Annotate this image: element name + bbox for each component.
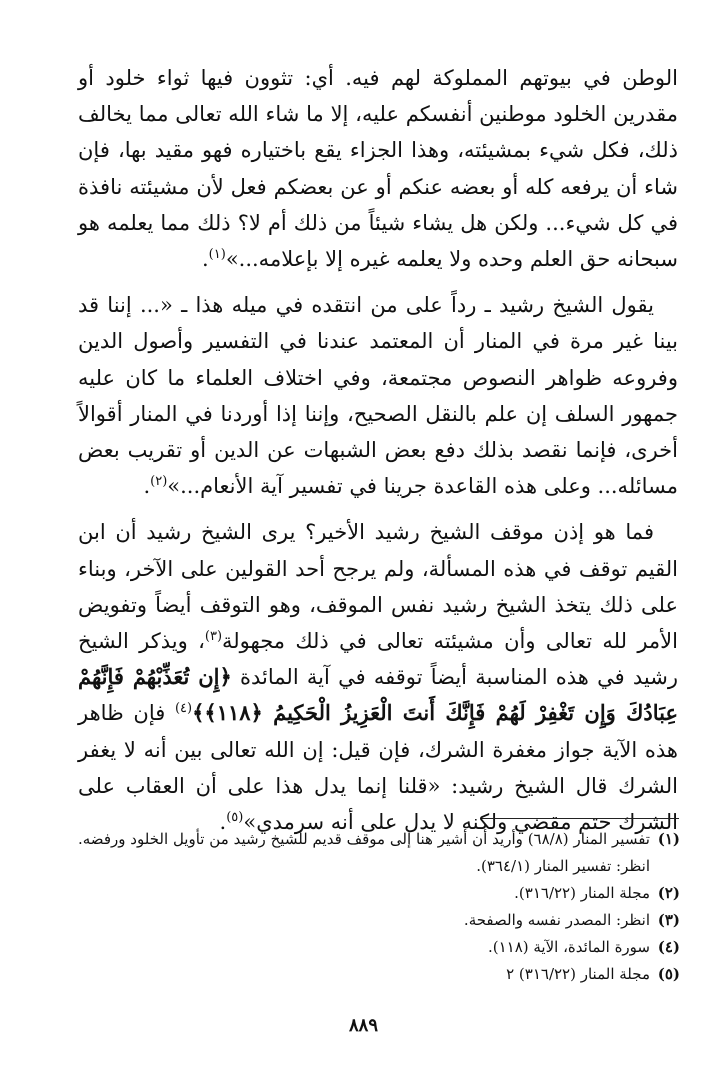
paragraph-3-end: . — [219, 810, 227, 835]
footnote-item — [78, 934, 680, 961]
footnote-ref-1: (١) — [208, 247, 226, 263]
footnote-ref-4: (٤) — [174, 701, 193, 717]
footnotes — [78, 826, 680, 988]
paragraph-3-text-a: فما هو إذن موقف الشيخ رشيد الأخير؟ يرى الشيخ رشيد أن ابن القيم توقف في هذه المسألة، ولم يرجح أحد القولين على الآخر، وبناء على ذلك يتخذ الشيخ رشيد نفس الموقف، وهو التوقف أيضاً وتفويض الأمر لله تعالى وأن مشيئته تعالى في ذلك مجهولة — [78, 520, 678, 654]
footnote-number: (٣) — [657, 911, 680, 929]
paragraph-1-text: الوطن في بيوتهم المملوكة لهم فيه. أي: تثوون فيها ثواء خلود أو مقدرين الخلود موطنين أنفسكم عليه، إلا ما شاء الله تعالى مما يخالف ذلك، فكل شيء بمشيئته، وهذا الجزاء يقع باختياره فهو مقيد بها، فإن شاء أن يرفعه كله أو بعضه عنكم أو عن بعضكم فعل لأن مشيئته نافذة في كل شيء... ولكن هل يشاء شيئاً من ذلك أم لا؟ ذلك مما يعلمه هو سبحانه حق العلم وحده ولا يعلمه غيره إلا بإعلامه...» — [78, 66, 678, 272]
paragraph-2-text: يقول الشيخ رشيد ـ رداً على من انتقده في ميله هذا ـ «... إننا قد بينا غير مرة في المنار أن المعتمد عندنا في التفسير وأصول الدين وفروعه ظواهر النصوص مجتمعة، وفي اختلاف العلماء ما كان عليه جمهور السلف إن علم بالنقل الصحيح، وإننا إذا أوردنا في المنار أقوالاً أخرى، فإنما نقصد بذلك دفع بعض الشبهات عن الدين أو تقريب بعض مسائله... وعلى هذه القاعدة جرينا في تفسير آية الأنعام...» — [78, 293, 678, 499]
footnote-number: (٤) — [657, 938, 680, 956]
footnote-number: (٢) — [657, 884, 680, 902]
paragraph-2-end: . — [143, 474, 151, 499]
footnote-ref-3: (٣) — [204, 629, 223, 645]
footnote-item — [78, 961, 680, 988]
footnote-item — [78, 826, 680, 880]
footnote-text: انظر: المصدر نفسه والصفحة. — [463, 911, 650, 929]
footnote-number: (٥) — [657, 965, 680, 983]
footnote-text: مجلة المنار (٣١٦/٢٢) ٢ — [506, 965, 650, 983]
quran-verse: ﴿إِن تُعَذِّبْهُمْ فَإِنَّهُمْ عِبَادُكَ وَإِن تَغْفِرْ لَهُمْ فَإِنَّكَ أَنتَ الْعَزِيزُ الْحَكِيمُ ﴿١١٨﴾﴾ — [78, 664, 679, 726]
paragraph-3 — [78, 514, 678, 840]
paragraph-2 — [78, 287, 678, 504]
footnote-text: تفسير المنار (٦٨/٨) وأريد أن أشير هنا إلى موقف قديم للشيخ رشيد من تأويل الخلود ورفضه. انظر: تفسير المنار (٣٦٤/١). — [78, 830, 650, 875]
paragraph-3-text-b: ، ويذكر الشيخ رشيد في هذه المناسبة أيضاً توقفه في آية المائدة — [78, 629, 679, 690]
footnote-text: سورة المائدة، الآية (١١٨). — [487, 938, 650, 956]
footnote-ref-5: (٥) — [226, 810, 244, 826]
footnote-number: (١) — [657, 830, 680, 848]
footnote-text: مجلة المنار (٣١٦/٢٢). — [514, 884, 650, 902]
main-text — [78, 60, 678, 840]
footnote-item — [78, 907, 680, 934]
paragraph-1 — [78, 60, 678, 277]
footnote-separator — [482, 818, 679, 819]
footnote-ref-2: (٢) — [150, 474, 168, 490]
page-number: ٨٨٩ — [348, 1015, 378, 1036]
paragraph-1-end: . — [201, 247, 209, 272]
paragraph-3-text-c: فإن ظاهر هذه الآية جواز مغفرة الشرك، فإن قيل: إن الله تعالى بين أنه لا يغفر الشرك قال الشيخ رشيد: «قلنا إنما يدل هذا على أن العقاب على الشرك حتم مقضي ولكنه لا يدل على أنه سرمدي» — [78, 701, 678, 835]
footnote-item — [78, 880, 680, 907]
